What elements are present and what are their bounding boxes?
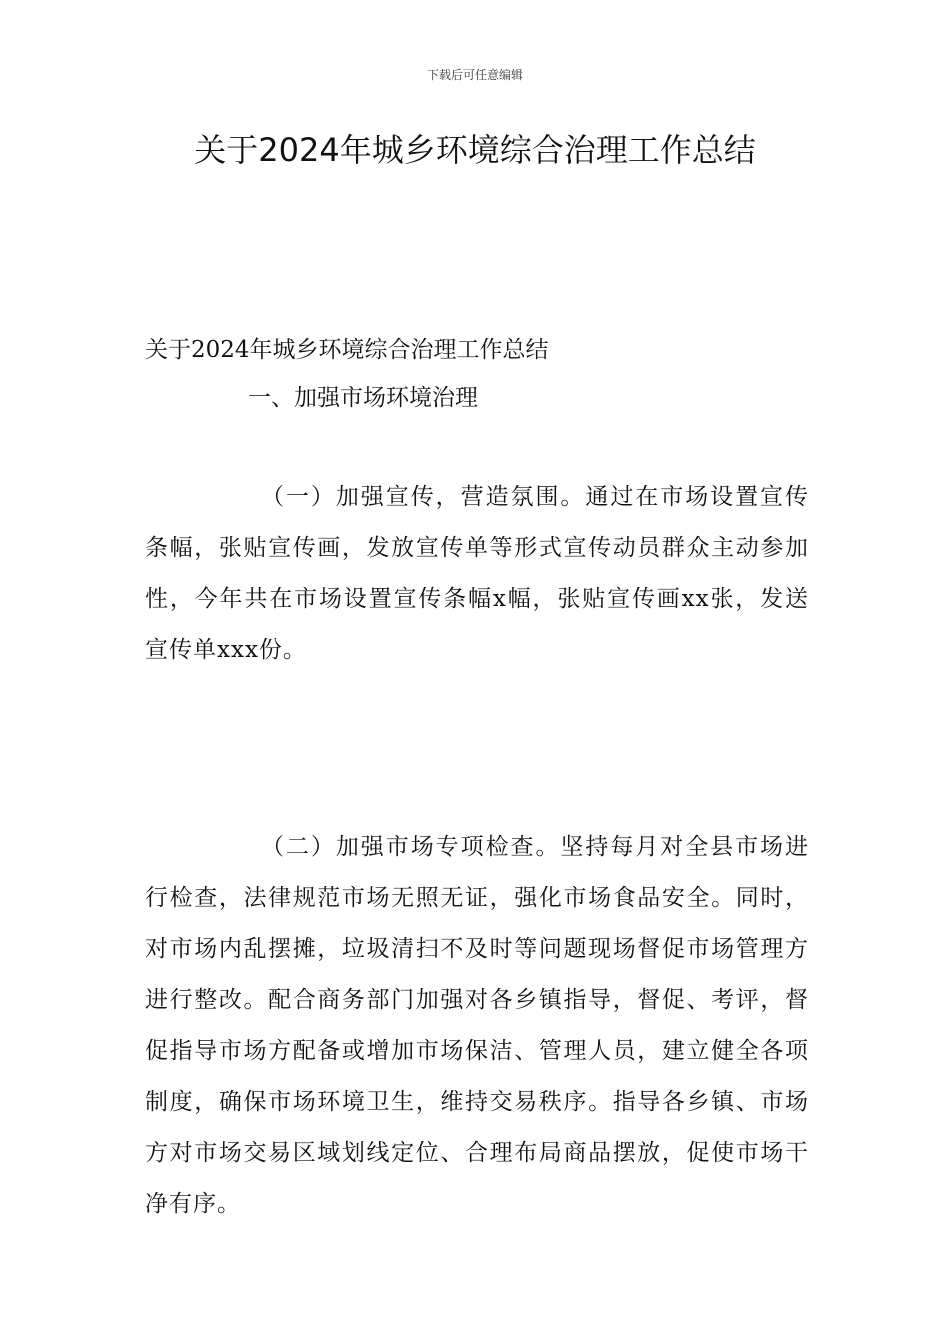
page-header-note: 下载后可任意编辑 — [426, 68, 523, 82]
document-title: 关于2024年城乡环境综合治理工作总结 — [194, 131, 756, 169]
document-subtitle: 关于2024年城乡环境综合治理工作总结 — [145, 337, 549, 363]
section-heading: 一、加强市场环境治理 — [248, 385, 478, 411]
paragraph-inspection: （二）加强市场专项检查。坚持每月对全县市场进行检查，法律规范市场无照无证，强化市场食品安全。同时，对市场内乱摆摊，垃圾清扫不及时等问题现场督促市场管理方进行整改。配合商务部门加强对各乡镇指导，督促、考评，督促指导市场方配备或增加市场保洁、管理人员，建立健全各项制度，确保市场环境卫生，维持交易秩序。指导各乡镇、市场方对市场交易区域划线定位、合理布局商品摆放，促使市场干净有序。 — [145, 834, 809, 1217]
paragraph-publicity: （一）加强宣传，营造氛围。通过在市场设置宣传条幅，张贴宣传画，发放宣传单等形式宣传动员群众主动参加性，今年共在市场设置宣传条幅x幅，张贴宣传画xx张，发送宣传单xxx份。 — [145, 484, 809, 663]
